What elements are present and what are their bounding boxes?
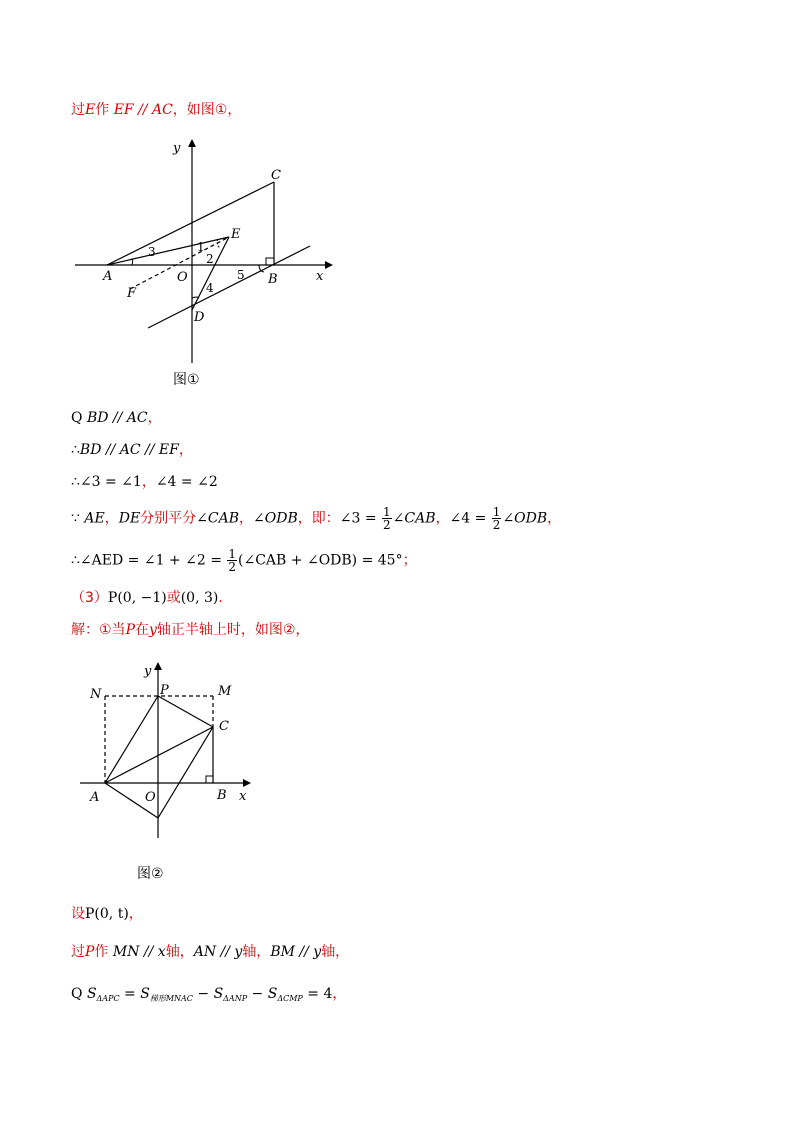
fraction-numerator: 1 [383,505,391,519]
fraction-denominator: 2 [383,518,391,532]
label-c: C [219,719,229,734]
label-f: F [127,286,137,301]
angle-label-3: 3 [148,245,156,259]
text-segment: ∠CAB [196,510,240,527]
angle-arc-3 [130,259,133,265]
x-arrow [243,779,251,787]
label-d: D [194,310,205,325]
text-segment: 轴， [321,944,350,960]
label-a: A [90,790,100,805]
figure-1-caption: 图① [173,372,200,388]
right-angle-b [266,258,274,265]
text-segment: 过 [71,102,85,118]
text-segment: AE [84,510,105,527]
label-a: A [103,269,113,284]
text-segment: ∠4 = ∠2 [155,474,218,490]
fraction-numerator: 1 [492,505,501,519]
text-segment: BM // y [270,944,322,960]
text-segment: DE [118,510,141,527]
angle-arc-1 [217,239,220,248]
label-p: P [160,683,169,698]
text-segment: AN // y [193,944,243,960]
y-arrow [188,139,196,147]
right-angle-b [206,776,213,783]
text-segment: 作 [94,944,109,960]
angle-label-4: 4 [206,281,214,295]
fraction [227,548,237,573]
text-line-5 [71,506,561,531]
line-pc [158,696,213,727]
label-e: E [231,227,241,242]
text-segment: ； [402,552,417,569]
text-segment: 或 [166,590,181,606]
subscript: ΔANP [223,994,248,1003]
text-segment: 分别平分 [140,510,197,527]
label-o: O [145,790,156,805]
text-segment: (0, 3) [180,590,219,606]
text-segment: ， [435,510,450,527]
text-segment: （3） [71,590,108,606]
text-segment: ， [178,442,193,458]
line-ac [107,182,274,265]
text-segment: Q [71,410,83,426]
text-segment: 过 [71,944,85,960]
text-segment: − [192,986,214,1002]
text-line-1 [71,100,241,120]
text-segment: 作 [95,102,110,118]
label-y: y [144,664,152,679]
subscript: ΔCMP [277,994,303,1003]
label-b: B [268,272,278,287]
text-segment: EF // AC [113,102,173,118]
text-line-2 [71,408,162,428]
text-segment: BD // AC // EF [79,442,179,458]
text-line-9 [71,904,143,924]
text-segment: S [213,986,224,1002]
text-segment: E [85,102,96,118]
text-line-10 [71,942,349,962]
text-segment: ∠3 = [339,510,377,527]
text-segment: ， [128,906,143,922]
text-segment: − [247,986,268,1002]
text-segment: S [86,986,97,1002]
text-segment: 轴， [242,944,271,960]
subscript: ΔAPC [96,994,120,1003]
text-segment: ∴ [71,474,80,490]
text-segment: 在 [134,622,149,638]
label-c: C [271,168,281,183]
text-segment: ，如图①， [172,102,242,118]
text-segment: 解：①当 [71,622,126,638]
text-segment: ∴ [71,442,80,458]
fraction-numerator: 1 [228,547,237,561]
figure-2 [75,658,255,853]
text-segment: P(0, t) [85,906,129,922]
figure-1 [70,135,340,370]
text-segment: ， [239,510,254,527]
x-arrow [325,261,333,269]
text-line-3 [71,440,193,460]
text-segment: MN // x [112,944,166,960]
text-segment: y [148,622,157,638]
text-segment: P [85,944,95,960]
figure-2-caption: 图② [137,866,164,882]
text-segment: BD // AC [86,410,148,426]
text-line-4 [71,472,218,492]
text-line-11 [71,984,346,1009]
text-segment: (∠CAB + ∠ODB) = 45° [238,552,403,569]
subscript: 梯形MNAC [149,994,193,1003]
text-line-8 [71,620,309,640]
text-line-7 [71,588,223,608]
fraction-denominator: 2 [228,560,237,574]
text-segment: . [218,590,223,606]
text-segment: ∵ [71,510,80,527]
text-segment: 轴正半轴上时，如图②， [156,622,310,638]
label-b: B [217,788,227,803]
label-y: y [173,141,181,156]
text-segment: ， [104,510,119,527]
text-segment: ， [141,474,156,490]
label-n: N [90,687,102,702]
text-segment: ∠AED = ∠1 + ∠2 = [79,552,222,569]
fraction [492,506,502,531]
text-segment: Q [71,986,83,1002]
text-segment: P [125,622,135,638]
label-x: x [316,269,324,284]
text-segment: 轴， [165,944,194,960]
y-arrow [154,662,162,670]
text-segment: ∠4 = [449,510,487,527]
text-line-6 [71,548,417,573]
angle-label-2: 2 [206,252,214,266]
text-segment: ∠ODB [253,510,298,527]
label-m: M [218,684,232,699]
text-segment: ∠ODB [502,510,548,527]
fraction-denominator: 2 [492,518,501,532]
text-segment: ，即： [297,510,340,527]
text-segment: = 4 [302,986,333,1002]
text-segment: = [119,986,141,1002]
angle-label-5: 5 [237,268,245,282]
text-segment: ∴ [71,552,80,569]
fraction [382,506,392,531]
line-ap [105,696,158,783]
line-ac [105,727,213,783]
label-x: x [239,789,247,804]
angle-arc-4 [192,297,199,298]
text-segment: S [140,986,150,1002]
text-segment: ， [147,410,162,426]
angle-label-1: 1 [197,240,205,254]
text-segment: ∠CAB [392,510,436,527]
line-bd [148,246,310,328]
text-segment: 设 [71,906,85,922]
text-segment: ， [547,510,562,527]
text-segment: ， [332,986,347,1002]
text-segment: ∠3 = ∠1 [79,474,142,490]
label-o: O [177,270,188,285]
text-segment: S [267,986,278,1002]
text-segment: P(0, −1) [107,590,167,606]
